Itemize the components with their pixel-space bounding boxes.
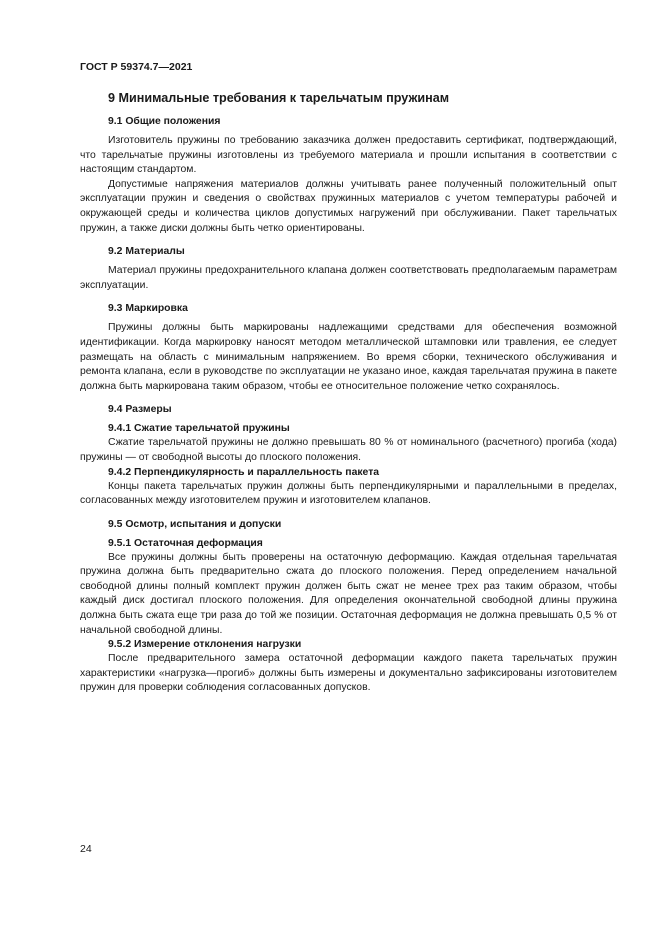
document-body	[80, 90, 617, 696]
paragraph-9-4-1: Сжатие тарельчатой пружины не должно превышать 80 % от номинального (расчетного) прогиба (хода) пружины — от свободной высоты до плоского положения.	[80, 437, 617, 463]
subsection-title-9-5: 9.5 Осмотр, испытания и допуски	[108, 518, 282, 530]
subsection-title-9-3: 9.3 Маркировка	[108, 303, 188, 315]
subsection-title-9-2: 9.2 Материалы	[108, 246, 185, 258]
paragraph-9-5-2: После предварительного замера остаточной деформации каждого пакета тарельчатых пружин характеристики «нагрузка—прогиб» должны быть измерены и документально зафиксированы изготовителем пружин для проверки соблюдения согласованных допусков.	[80, 653, 617, 694]
paragraph-9-1-1: Изготовитель пружины по требованию заказчика должен предоставить сертификат, подтверждающий, что тарельчатые пружины изготовлены из требуемого материала и прошли испытания в соответствии с настоящим стандартом.	[80, 135, 617, 176]
page-number: 24	[80, 843, 92, 855]
clause-title-9-4-2: 9.4.2 Перпендикулярность и параллельность пакета	[108, 466, 380, 478]
clause-title-9-5-1: 9.5.1 Остаточная деформация	[108, 537, 263, 549]
clause-title-9-5-2: 9.5.2 Измерение отклонения нагрузки	[108, 639, 302, 651]
paragraph-9-1-2: Допустимые напряжения материалов должны учитывать ранее полученный положительный опыт эксплуатации пружин и сведения о свойствах пружинных материалов с учетом температуры рабочей и окружающей среды и количества циклов допустимых нагружений при обслуживании. Пакет тарельчатых пружин, а также диски должны быть четко ориентированы.	[80, 178, 617, 234]
clause-title-9-4-1: 9.4.1 Сжатие тарельчатой пружины	[108, 423, 290, 435]
paragraph-9-2-1: Материал пружины предохранительного клапана должен соответствовать предполагаемым параметрам эксплуатации.	[80, 265, 617, 291]
document-code: ГОСТ Р 59374.7—2021	[80, 61, 193, 73]
subsection-title-9-1: 9.1 Общие положения	[108, 116, 221, 127]
section-title: 9 Минимальные требования к тарельчатым пружинам	[108, 91, 450, 105]
paragraph-9-5-1: Все пружины должны быть проверены на остаточную деформацию. Каждая отдельная тарельчатая пружина должна быть предварительно сжата до плоского положения. Перед определением начальной свободной длины полный комплект пружин должен быть сжат не менее трех раз таким образом, чтобы каждый диск достигал плоского положения. Для определения окончательной свободной длины пружина должна быть сжата еще три раза до той же позиции. Остаточная деформация не должна превышать 0,5 % от начальной свободной длины.	[80, 551, 617, 636]
paragraph-9-3-1: Пружины должны быть маркированы надлежащими средствами для обеспечения возможной идентификации. Когда маркировку наносят методом металлической штамповки или травления, ее следует размещать на область с минимальным напряжением. Во время сборки, технического обслуживания и ремонта клапана, если в руководстве по эксплуатации не указано иное, каждая тарельчатая пружина в пакете должна быть маркирована таким образом, чтобы ее относительное положение четко сохранялось.	[80, 322, 617, 392]
paragraph-9-4-2: Концы пакета тарельчатых пружин должны быть перпендикулярными и параллельными в пределах, согласованных между изготовителем пружин и изготовителем клапанов.	[80, 480, 617, 507]
subsection-title-9-4: 9.4 Размеры	[108, 404, 172, 416]
